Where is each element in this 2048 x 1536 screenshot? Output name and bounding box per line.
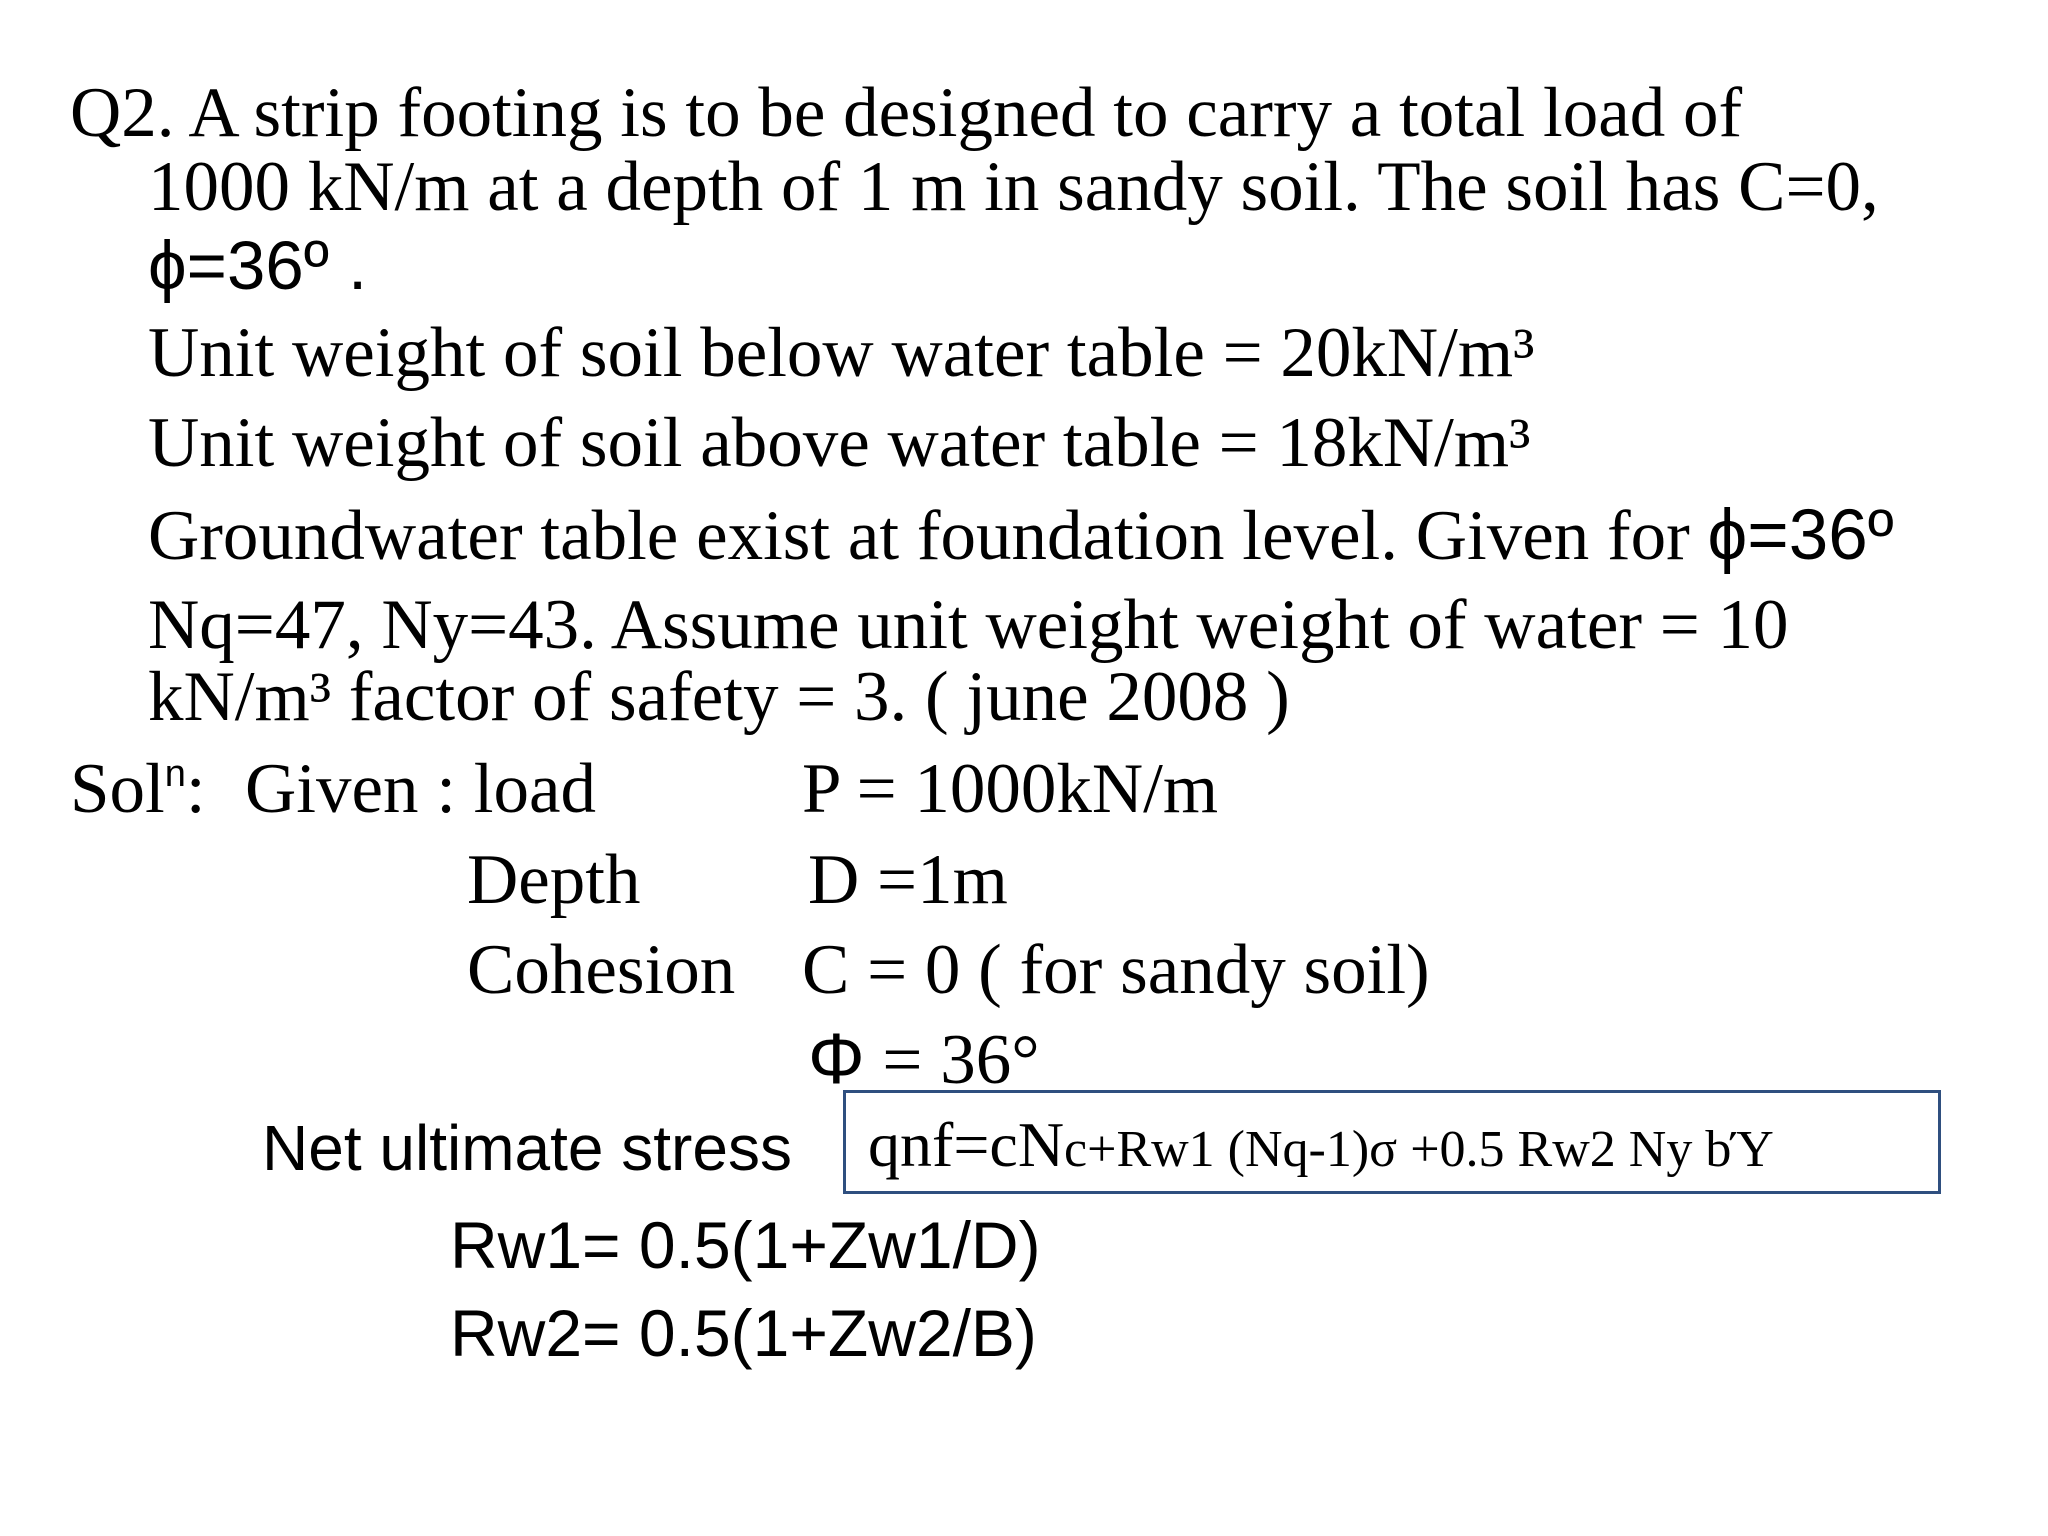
cohesion-label: Cohesion <box>467 931 736 1009</box>
question-line-7: Nq=47, Ny=43. Assume unit weight weight of water = 10 <box>148 586 1789 664</box>
formula-box <box>843 1090 1941 1194</box>
question-line-1: Q2. A strip footing is to be designed to carry a total load of <box>70 74 1743 152</box>
rw1-formula: Rw1= 0.5(1+Zw1/D) <box>450 1208 1041 1282</box>
question-line-6-phi: ϕ=36º <box>1707 496 1894 575</box>
question-line-2: 1000 kN/m at a depth of 1 m in sandy soil. The soil has C=0, <box>148 148 1879 226</box>
depth-label: Depth <box>467 841 641 919</box>
given-load-label: Given : load <box>245 750 596 828</box>
formula-part-2: c+Rw1 (Nq-1)σ +0.5 Rw2 Ny bΎ <box>1064 1121 1774 1178</box>
phi-value-text: = 36° <box>864 1021 1040 1099</box>
question-line-4: Unit weight of soil below water table = 20kN/m³ <box>148 314 1535 392</box>
solution-prefix-text: Sol <box>70 750 165 828</box>
solution-prefix-sup: n <box>164 753 186 795</box>
solution-prefix <box>70 750 206 828</box>
phi-symbol: Φ <box>808 1020 865 1099</box>
net-ultimate-stress-label: Net ultimate stress <box>262 1112 792 1184</box>
rw2-formula: Rw2= 0.5(1+Zw2/B) <box>450 1296 1037 1370</box>
phi-value <box>808 1020 1040 1099</box>
load-value: P = 1000kN/m <box>802 750 1219 828</box>
cohesion-value: C = 0 ( for sandy soil) <box>802 931 1430 1009</box>
solution-prefix-colon: : <box>185 750 206 828</box>
question-line-8: kN/m³ factor of safety = 3. ( june 2008 ) <box>148 658 1290 736</box>
depth-value: D =1m <box>808 841 1008 919</box>
question-line-6-text: Groundwater table exist at foundation level. Given for <box>148 497 1708 575</box>
question-line-5: Unit weight of soil above water table = 18kN/m³ <box>148 404 1531 482</box>
question-line-6 <box>148 496 1894 575</box>
question-line-3: ϕ=36º . <box>148 227 368 304</box>
formula-text <box>868 1109 1774 1180</box>
formula-part-1: qnf=cN <box>868 1109 1065 1180</box>
